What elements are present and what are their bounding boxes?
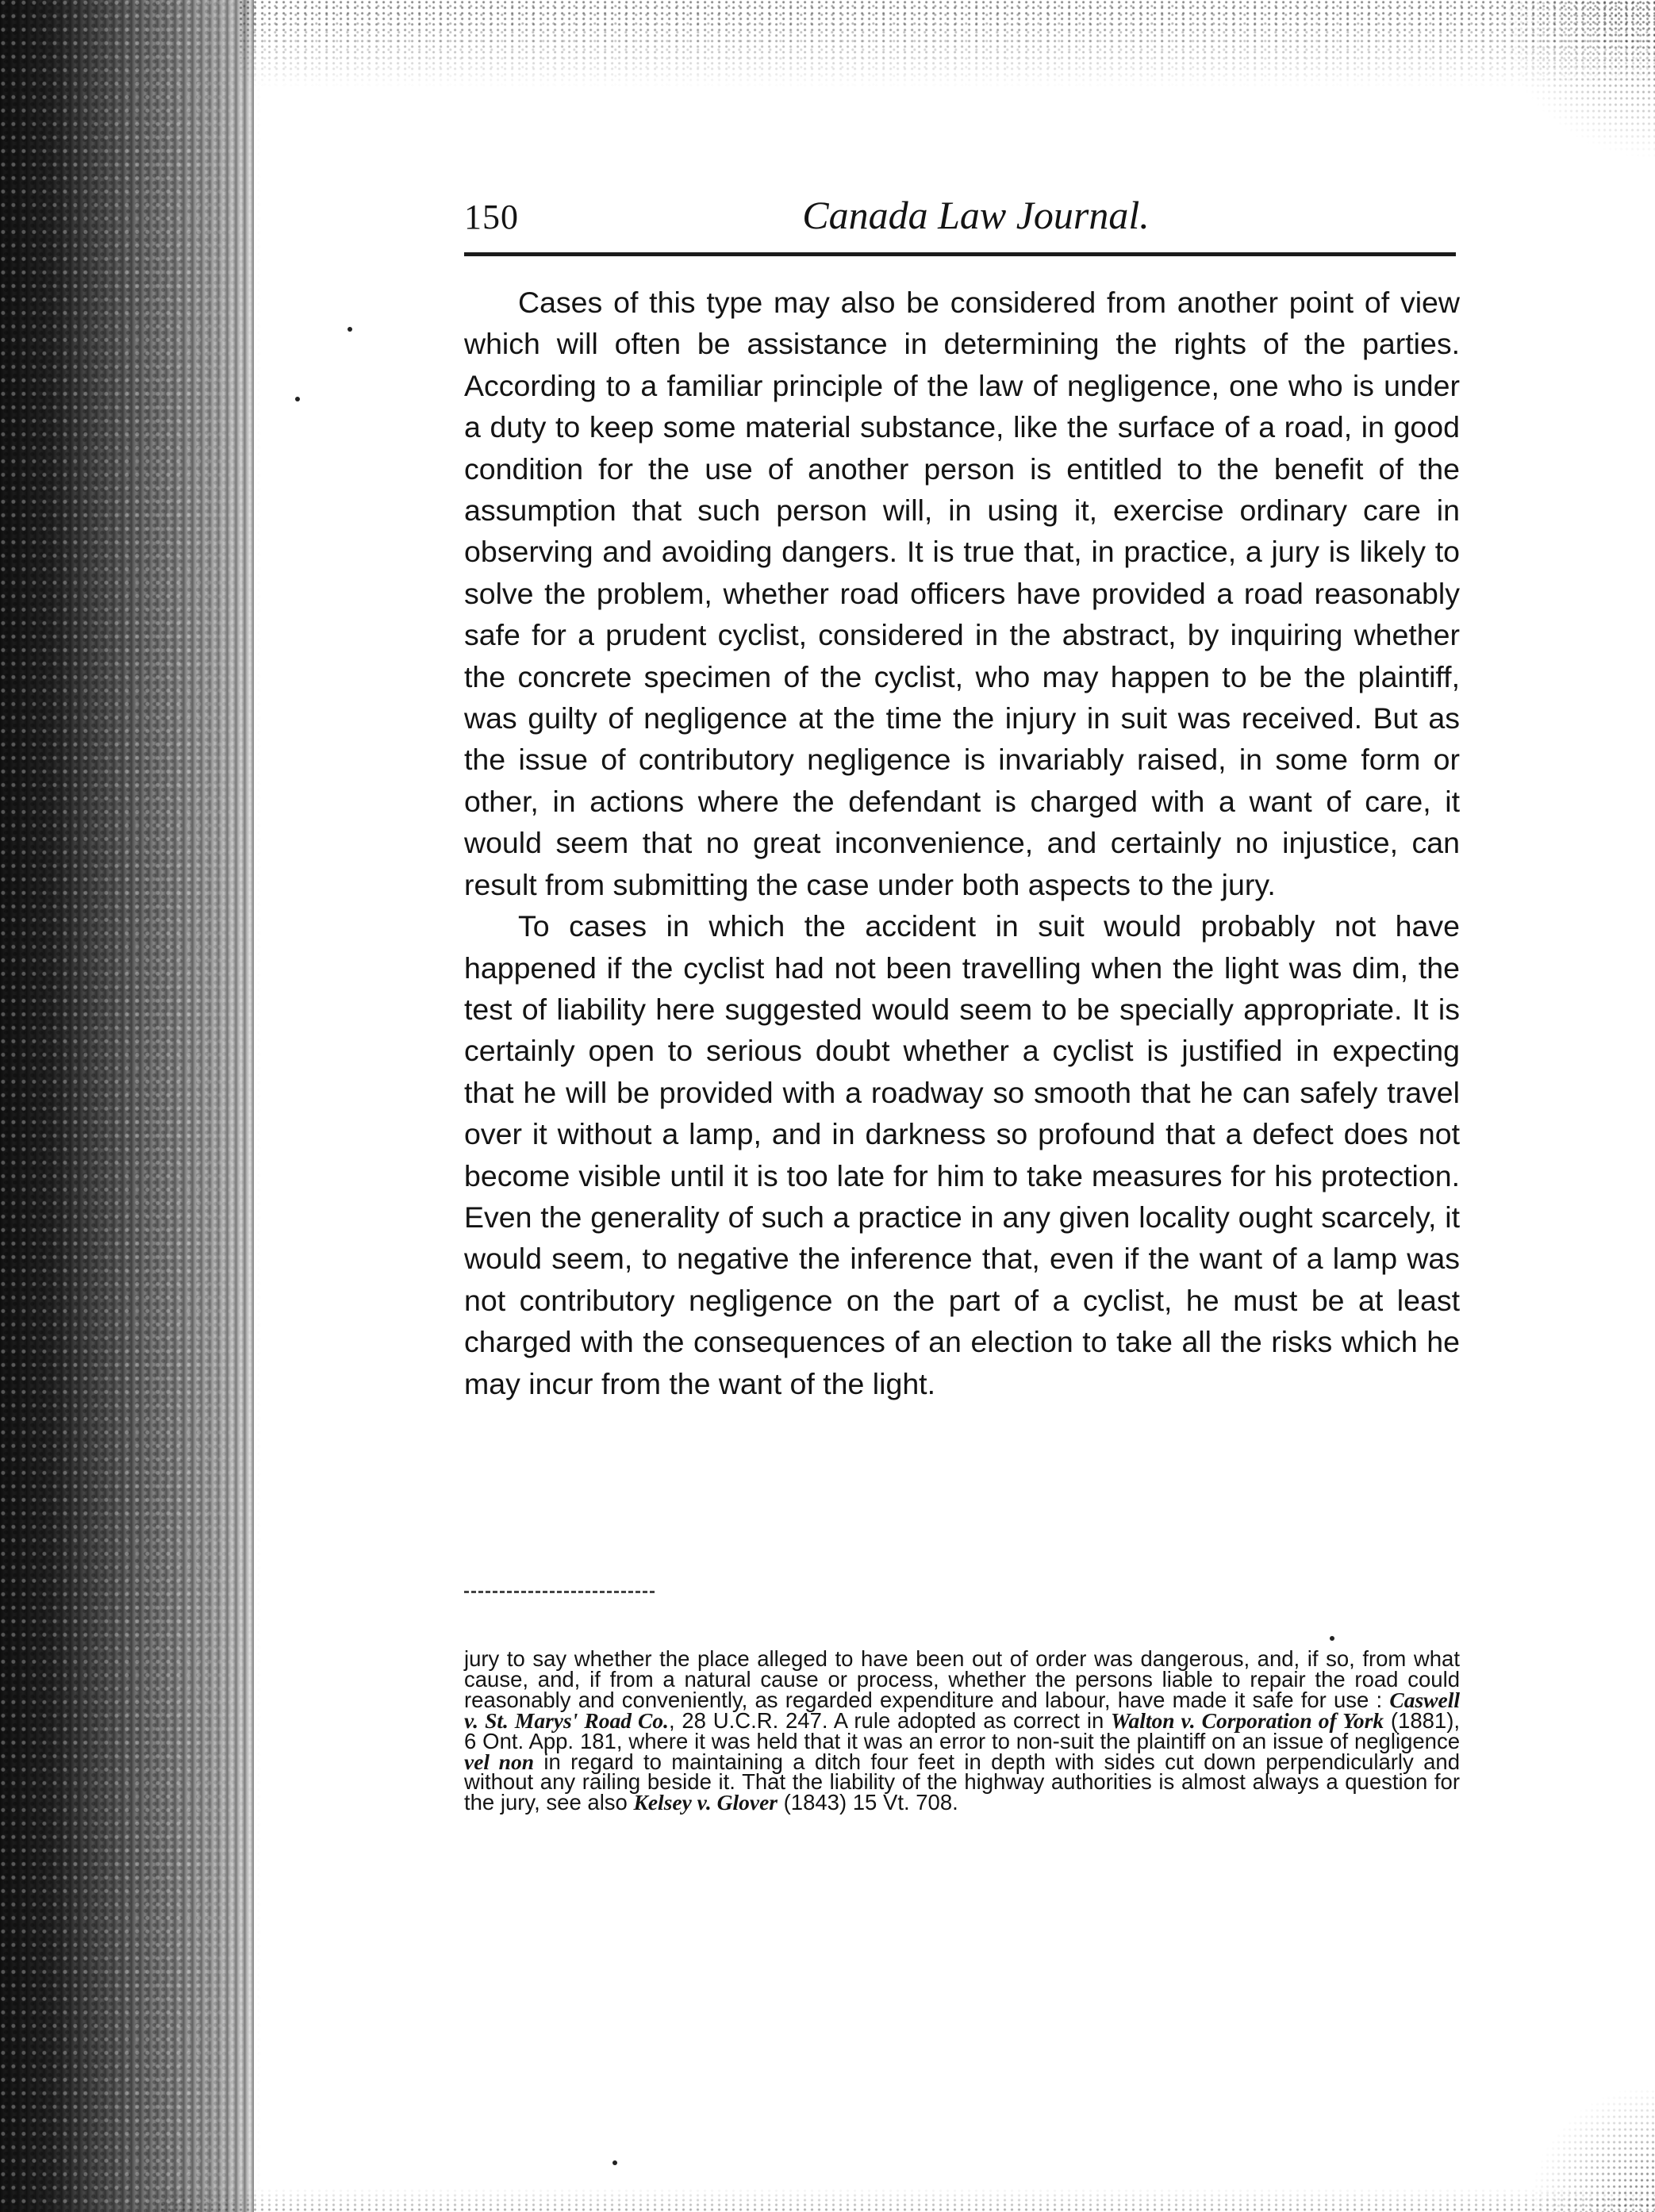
stray-ink-mark [1330,1636,1334,1641]
binding-scan-noise [0,0,262,2212]
footnote-text [464,1646,1461,1815]
footnote-segment: (1881), 6 Ont. App. 181, where it was held that it was an error to non-suit the plaintiff on an issue of negligence [464,1707,1461,1753]
paragraph: Cases of this type may also be considered from another point of view which will often be assistance in determining the rights of the parties. According to a familiar principle of the law of negligence, one who is under a duty to keep some material substance, like the surface of a road, in good condition for the use of another person is entitled to the benefit of the assumption that such person will, in using it, exercise ordinary care in observing and avoiding dangers. It is true that, in practice, a jury is likely to solve the problem, whether road officers have provided a road reasonably safe for a prudent cyclist, considered in the abstract, by inquiring whether the concrete specimen of the cyclist, who may happen to be the plaintiff, was guilty of negligence at the time the injury in suit was received. But as the issue of contributory negligence is invariably raised, in some form or other, in actions where the defendant is charged with a want of care, it would seem that no great inconvenience, and certainly no injustice, can result from submitting the case under both aspects to the jury. [464,286,1460,901]
stray-ink-mark [612,2160,617,2165]
case-citation: Kelsey v. Glover [633,1790,778,1815]
paragraph: To cases in which the accident in suit would probably not have happened if the cyclist had not been travelling when the light was dim, the test of liability here suggested would seem to be specially appropriate. It is certainly open to serious doubt whether a cyclist is justified in expecting that he will be provided with a roadway so smooth that he can safely travel over it without a lamp, and in darkness so profound that a defect does not become visible until it is too late for him to take measures for his protection. Even the generality of such a practice in any given locality ought scarcely, it would seem, to negative the inference that, even if the want of a lamp was not contributory negligence on the part of a cyclist, he must be at least charged with the consequences of an election to take all the risks which he may incur from the want of the light. [464,909,1460,1400]
bottom-edge-scan-noise [159,2188,1655,2212]
case-citation: Caswell v. St. Marys' Road Co. [464,1687,1460,1733]
footnote-segment: in regard to maintaining a ditch four feet in depth with sides cut down perpendicularly and without any railing beside it. That the liability of the highway authorities is almost always a question for the jury, see also [464,1749,1461,1815]
footnote-segment: (1843) 15 Vt. 708. [777,1790,958,1815]
case-citation: Walton v. Corporation of York [1111,1707,1384,1733]
top-right-corner-noise [1496,0,1655,238]
footnote-segment: jury to say whether the place alleged to have been out of order was dangerous, and, if so, from what cause, and, if from a natural cause or process, whether the persons liable to repair the road could reasonably and conveniently, as regarded expenditure and labour, have made it safe for use : [464,1646,1460,1712]
page-header [464,189,1456,251]
stray-ink-mark [348,327,352,332]
bottom-right-corner-noise [1528,2006,1655,2212]
page-number: 150 [464,198,519,236]
top-edge-scan-noise [238,0,1655,87]
header-rule [464,252,1456,256]
footnote-separator [464,1591,655,1593]
body-text [464,282,1460,1404]
footnote-segment: , 28 U.C.R. 247. A rule adopted as correct in [668,1707,1112,1733]
footnote [464,1646,1461,1815]
running-title: Canada Law Journal. [802,193,1150,237]
latin-phrase: vel non [464,1749,534,1774]
stray-ink-mark [295,397,300,401]
